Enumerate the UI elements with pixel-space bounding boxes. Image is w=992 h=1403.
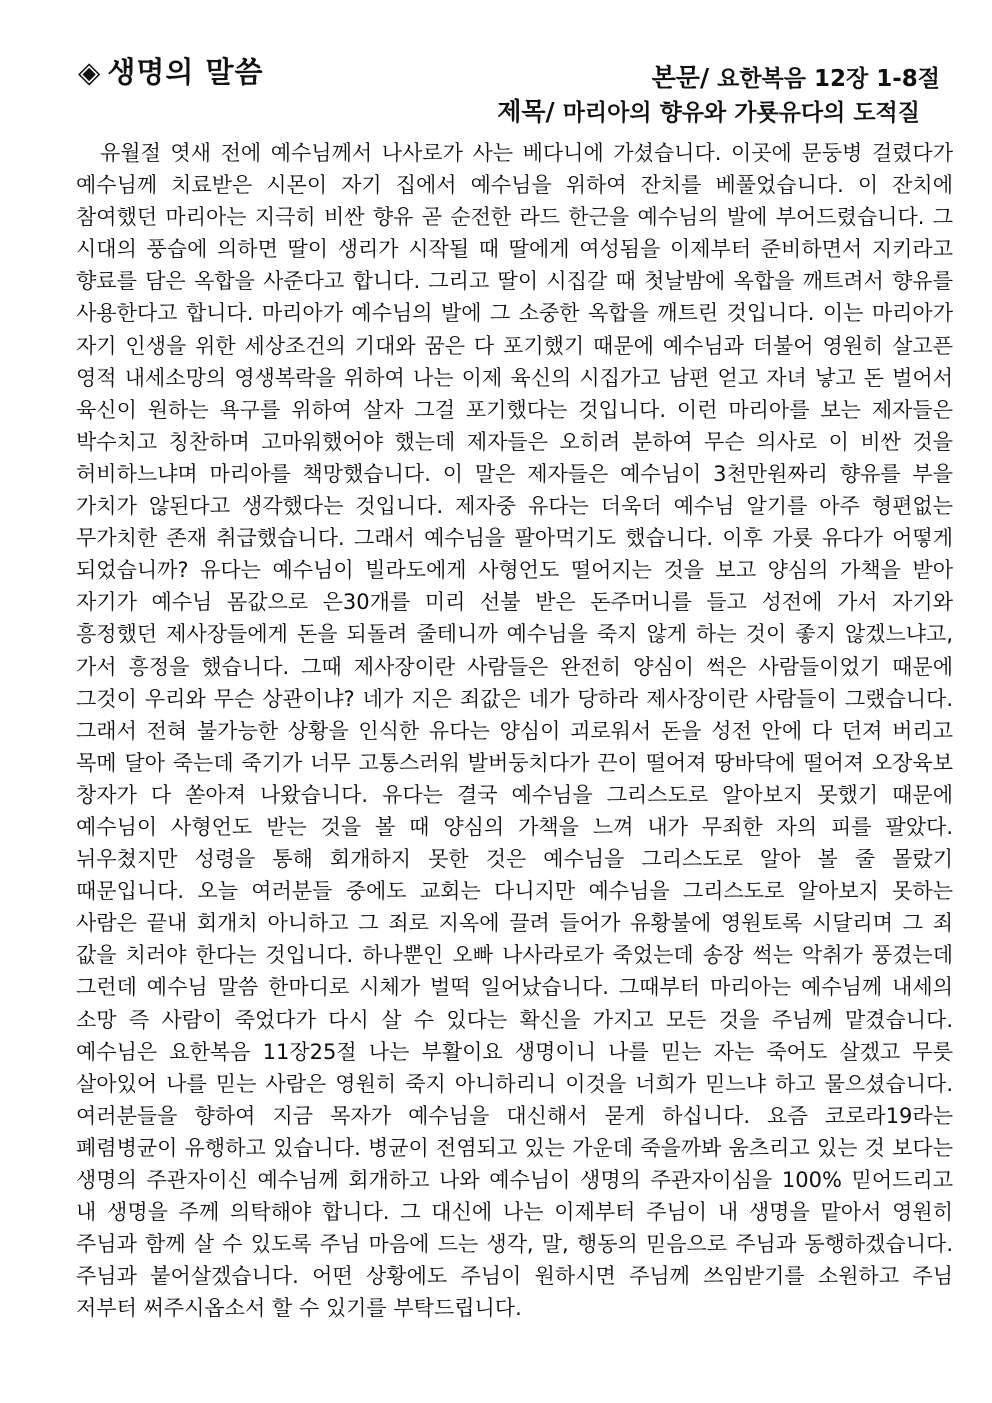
scripture-label: 본문/ [651, 63, 710, 92]
page-title-text: 생명의 말씀 [107, 55, 264, 89]
page-title [78, 50, 263, 91]
sermon-body: 유월절 엿새 전에 예수님께서 나사로가 사는 베다니에 가셨습니다. 이곳에 문둥병 걸렸다가 예수님께 치료받은 시몬이 자기 집에서 예수님을 위하여 잔치를 베풀었습니다. 이 잔치에 참여했던 마리아는 지극히 비싼 향유 곧 순전한 라드 한근을 예수님의 발에 부어드렸습니다. 그 시대의 풍습에 의하면 딸이 생리가 시작될 때 딸에게 여성됨을 이제부터 준비하면서 지키라고 향료를 담은 옥합을 사준다고 합니다. 그리고 딸이 시집갈 때 첫날밤에 옥합을 깨트려서 향유를 사용한다고 합니다. 마리아가 예수님의 발에 그 소중한 옥합을 깨트린 것입니다. 이는 마리아가 자기 인생을 위한 세상조건의 기대와 꿈은 다 포기했기 때문에 예수님과 더불어 영원히 살고픈 영적 내세소망의 영생복락을 위하여 나는 이제 육신의 시집가고 남편 얻고 자녀 낳고 돈 벌어서 육신이 원하는 욕구를 위하여 살자 그걸 포기했다는 것입니다. 이런 마리아를 보는 제자들은 박수치고 칭찬하며 고마워했어야 했는데 제자들은 오히려 분하여 무슨 의사로 이 비싼 것을 허비하느냐며 마리아를 책망했습니다. 이 말은 제자들은 예수님이 3천만원짜리 향유를 부을 가치가 않된다고 생각했다는 것입니다. 제자중 유다는 더욱더 예수님 알기를 아주 형편없는 무가치한 존재 취급했습니다. 그래서 예수님을 팔아먹기도 했습니다. 이후 가룟 유다가 어떻게 되었습니까? 유다는 예수님이 빌라도에게 사형언도 떨어지는 것을 보고 양심의 가책을 받아 자기가 예수님 몸값으로 은30개를 미리 선불 받은 돈주머니를 들고 성전에 가서 자기와 흥정했던 제사장들에게 돈을 되돌려 줄테니까 예수님을 죽지 않게 하는 것이 좋지 않겠느냐고, 가서 흥정을 했습니다. 그때 제사장이란 사람들은 완전히 양심이 썩은 사람들이었기 때문에 그것이 우리와 무슨 상관이냐? 네가 지은 죄값은 네가 당하라 제사장이란 사람들이 그랬습니다. 그래서 전혀 불가능한 상황을 인식한 유다는 양심이 괴로워서 돈을 성전 안에 다 던져 버리고 목메 달아 죽는데 죽기가 너무 고통스러워 발버둥치다가 끈이 떨어져 땅바닥에 떨어져 오장육보 창자가 다 쏟아져 나왔습니다. 유다는 결국 예수님을 그리스도로 알아보지 못했기 때문에 예수님이 사형언도 받는 것을 볼 때 양심의 가책을 느껴 내가 무죄한 자의 피를 팔았다. 뉘우쳤지만 성령을 통해 회개하지 못한 것은 예수님을 그리스도로 알아 볼 줄 몰랐기 때문입니다. 오늘 여러분들 중에도 교회는 다니지만 예수님을 그리스도로 알아보지 못하는 사람은 끝내 회개치 아니하고 그 죄로 지옥에 끌려 들어가 유황불에 영원토록 시달리며 그 죄 값을 치러야 한다는 것입니다. 하나뿐인 오빠 나사라로가 죽었는데 송장 썩는 악취가 풍겼는데 그런데 예수님 말씀 한마디로 시체가 벌떡 일어났습니다. 그때부터 마리아는 예수님께 내세의 소망 즉 사람이 죽었다가 다시 살 수 있다는 확신을 가지고 모든 것을 주님께 맡겼습니다. 예수님은 요한복음 11장25절 나는 부활이요 생명이니 나를 믿는 자는 죽어도 살겠고 무릇 살아있어 나를 믿는 사람은 영원히 죽지 아니하리니 이것을 너희가 믿느냐 하고 물으셨습니다. 여러분들을 향하여 지금 목자가 예수님을 대신해서 묻게 하십니다. 요즘 코로라19라는 폐렴병균이 유행하고 있습니다. 병균이 전염되고 있는 가운데 죽을까봐 움츠리고 있는 것 보다는 생명의 주관자이신 예수님께 회개하고 나와 예수님이 생명의 주관자이심을 100% 믿어드리고 내 생명을 주께 의탁해야 합니다. 그 대신에 나는 이제부터 주님이 내 생명을 맡아서 영원히 주님과 함께 살 수 있도록 주님 마음에 드는 생각, 말, 행동의 믿음으로 주님과 동행하겠습니다. 주님과 붙어살겠습니다. 어떤 상황에도 주님이 원하시면 주님께 쓰임받기를 소원하고 주님 저부터 써주시옵소서 할 수 있기를 부탁드립니다. [76, 141, 953, 1321]
sermon-title-text: 마리아의 향유와 가룟유다의 도적질 [562, 100, 920, 126]
scripture-reference [652, 58, 940, 94]
diamond-bullet-icon: ◈ [78, 55, 102, 89]
sermon-title [497, 92, 920, 128]
sermon-title-label: 제목/ [497, 97, 555, 126]
scripture-text: 요한복음 12장 1-8절 [717, 66, 940, 92]
